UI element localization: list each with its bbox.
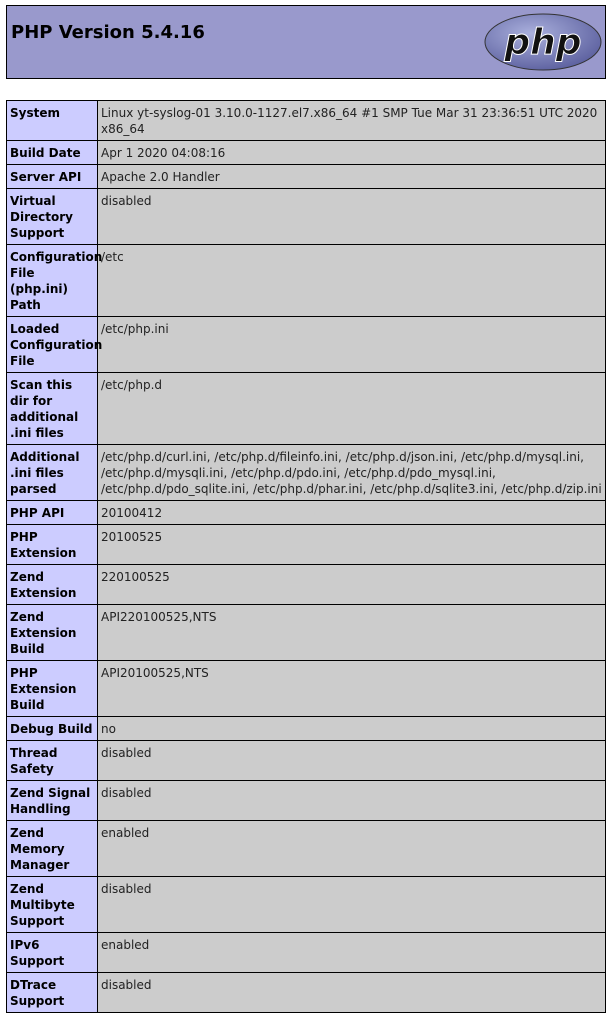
row-label: Thread Safety — [7, 741, 98, 781]
row-label: Configuration File (php.ini) Path — [7, 245, 98, 317]
table-row — [7, 525, 606, 565]
table-row — [7, 445, 606, 501]
row-value: 20100525 — [98, 525, 606, 565]
table-row — [7, 605, 606, 661]
row-value: disabled — [98, 741, 606, 781]
table-row — [7, 661, 606, 717]
row-value: /etc/php.ini — [98, 317, 606, 373]
row-label: IPv6 Support — [7, 933, 98, 973]
php-header — [6, 5, 606, 79]
row-label: Build Date — [7, 141, 98, 165]
table-row — [7, 565, 606, 605]
table-row — [7, 781, 606, 821]
table-row — [7, 165, 606, 189]
row-label: Zend Extension Build — [7, 605, 98, 661]
row-label: Server API — [7, 165, 98, 189]
table-row — [7, 501, 606, 525]
row-value: /etc — [98, 245, 606, 317]
page-title: PHP Version 5.4.16 — [11, 22, 205, 43]
row-label: Zend Multibyte Support — [7, 877, 98, 933]
table-row — [7, 821, 606, 877]
table-row — [7, 101, 606, 141]
row-value: 20100412 — [98, 501, 606, 525]
row-label: Virtual Directory Support — [7, 189, 98, 245]
row-label: PHP Extension Build — [7, 661, 98, 717]
table-row — [7, 373, 606, 445]
table-row — [7, 141, 606, 165]
row-value: Apr 1 2020 04:08:16 — [98, 141, 606, 165]
php-info-table — [6, 100, 606, 1013]
row-value: enabled — [98, 821, 606, 877]
row-value: 220100525 — [98, 565, 606, 605]
row-label: Loaded Configuration File — [7, 317, 98, 373]
row-label: Debug Build — [7, 717, 98, 741]
table-row — [7, 877, 606, 933]
row-value: disabled — [98, 781, 606, 821]
row-label: PHP Extension — [7, 525, 98, 565]
row-label: Zend Extension — [7, 565, 98, 605]
table-row — [7, 245, 606, 317]
row-label: DTrace Support — [7, 973, 98, 1013]
table-row — [7, 741, 606, 781]
row-value: Apache 2.0 Handler — [98, 165, 606, 189]
svg-text:php: php — [504, 22, 582, 63]
row-value: API20100525,NTS — [98, 661, 606, 717]
row-value: disabled — [98, 973, 606, 1013]
row-value: API220100525,NTS — [98, 605, 606, 661]
row-label: Zend Signal Handling — [7, 781, 98, 821]
row-value: enabled — [98, 933, 606, 973]
row-value: disabled — [98, 189, 606, 245]
row-label: PHP API — [7, 501, 98, 525]
table-row — [7, 317, 606, 373]
row-value: disabled — [98, 877, 606, 933]
row-value: /etc/php.d/curl.ini, /etc/php.d/fileinfo.ini, /etc/php.d/json.ini, /etc/php.d/mysql.ini, /etc/php.d/mysqli.ini, /etc/php.d/pdo.ini, /etc/php.d/pdo_mysql.ini, /etc/php.d/pdo_sqlite.ini, /etc/php.d/phar.ini, /etc/php.d/sqlite3.ini, /etc/php.d/zip.ini — [98, 445, 606, 501]
row-label: Additional .ini files parsed — [7, 445, 98, 501]
table-row — [7, 973, 606, 1013]
row-value: Linux yt-syslog-01 3.10.0-1127.el7.x86_64 #1 SMP Tue Mar 31 23:36:51 UTC 2020 x86_64 — [98, 101, 606, 141]
table-row — [7, 189, 606, 245]
php-logo-icon — [483, 12, 603, 72]
table-row — [7, 933, 606, 973]
row-value: no — [98, 717, 606, 741]
row-label: Scan this dir for additional .ini files — [7, 373, 98, 445]
row-label: Zend Memory Manager — [7, 821, 98, 877]
table-row — [7, 717, 606, 741]
row-value: /etc/php.d — [98, 373, 606, 445]
row-label: System — [7, 101, 98, 141]
